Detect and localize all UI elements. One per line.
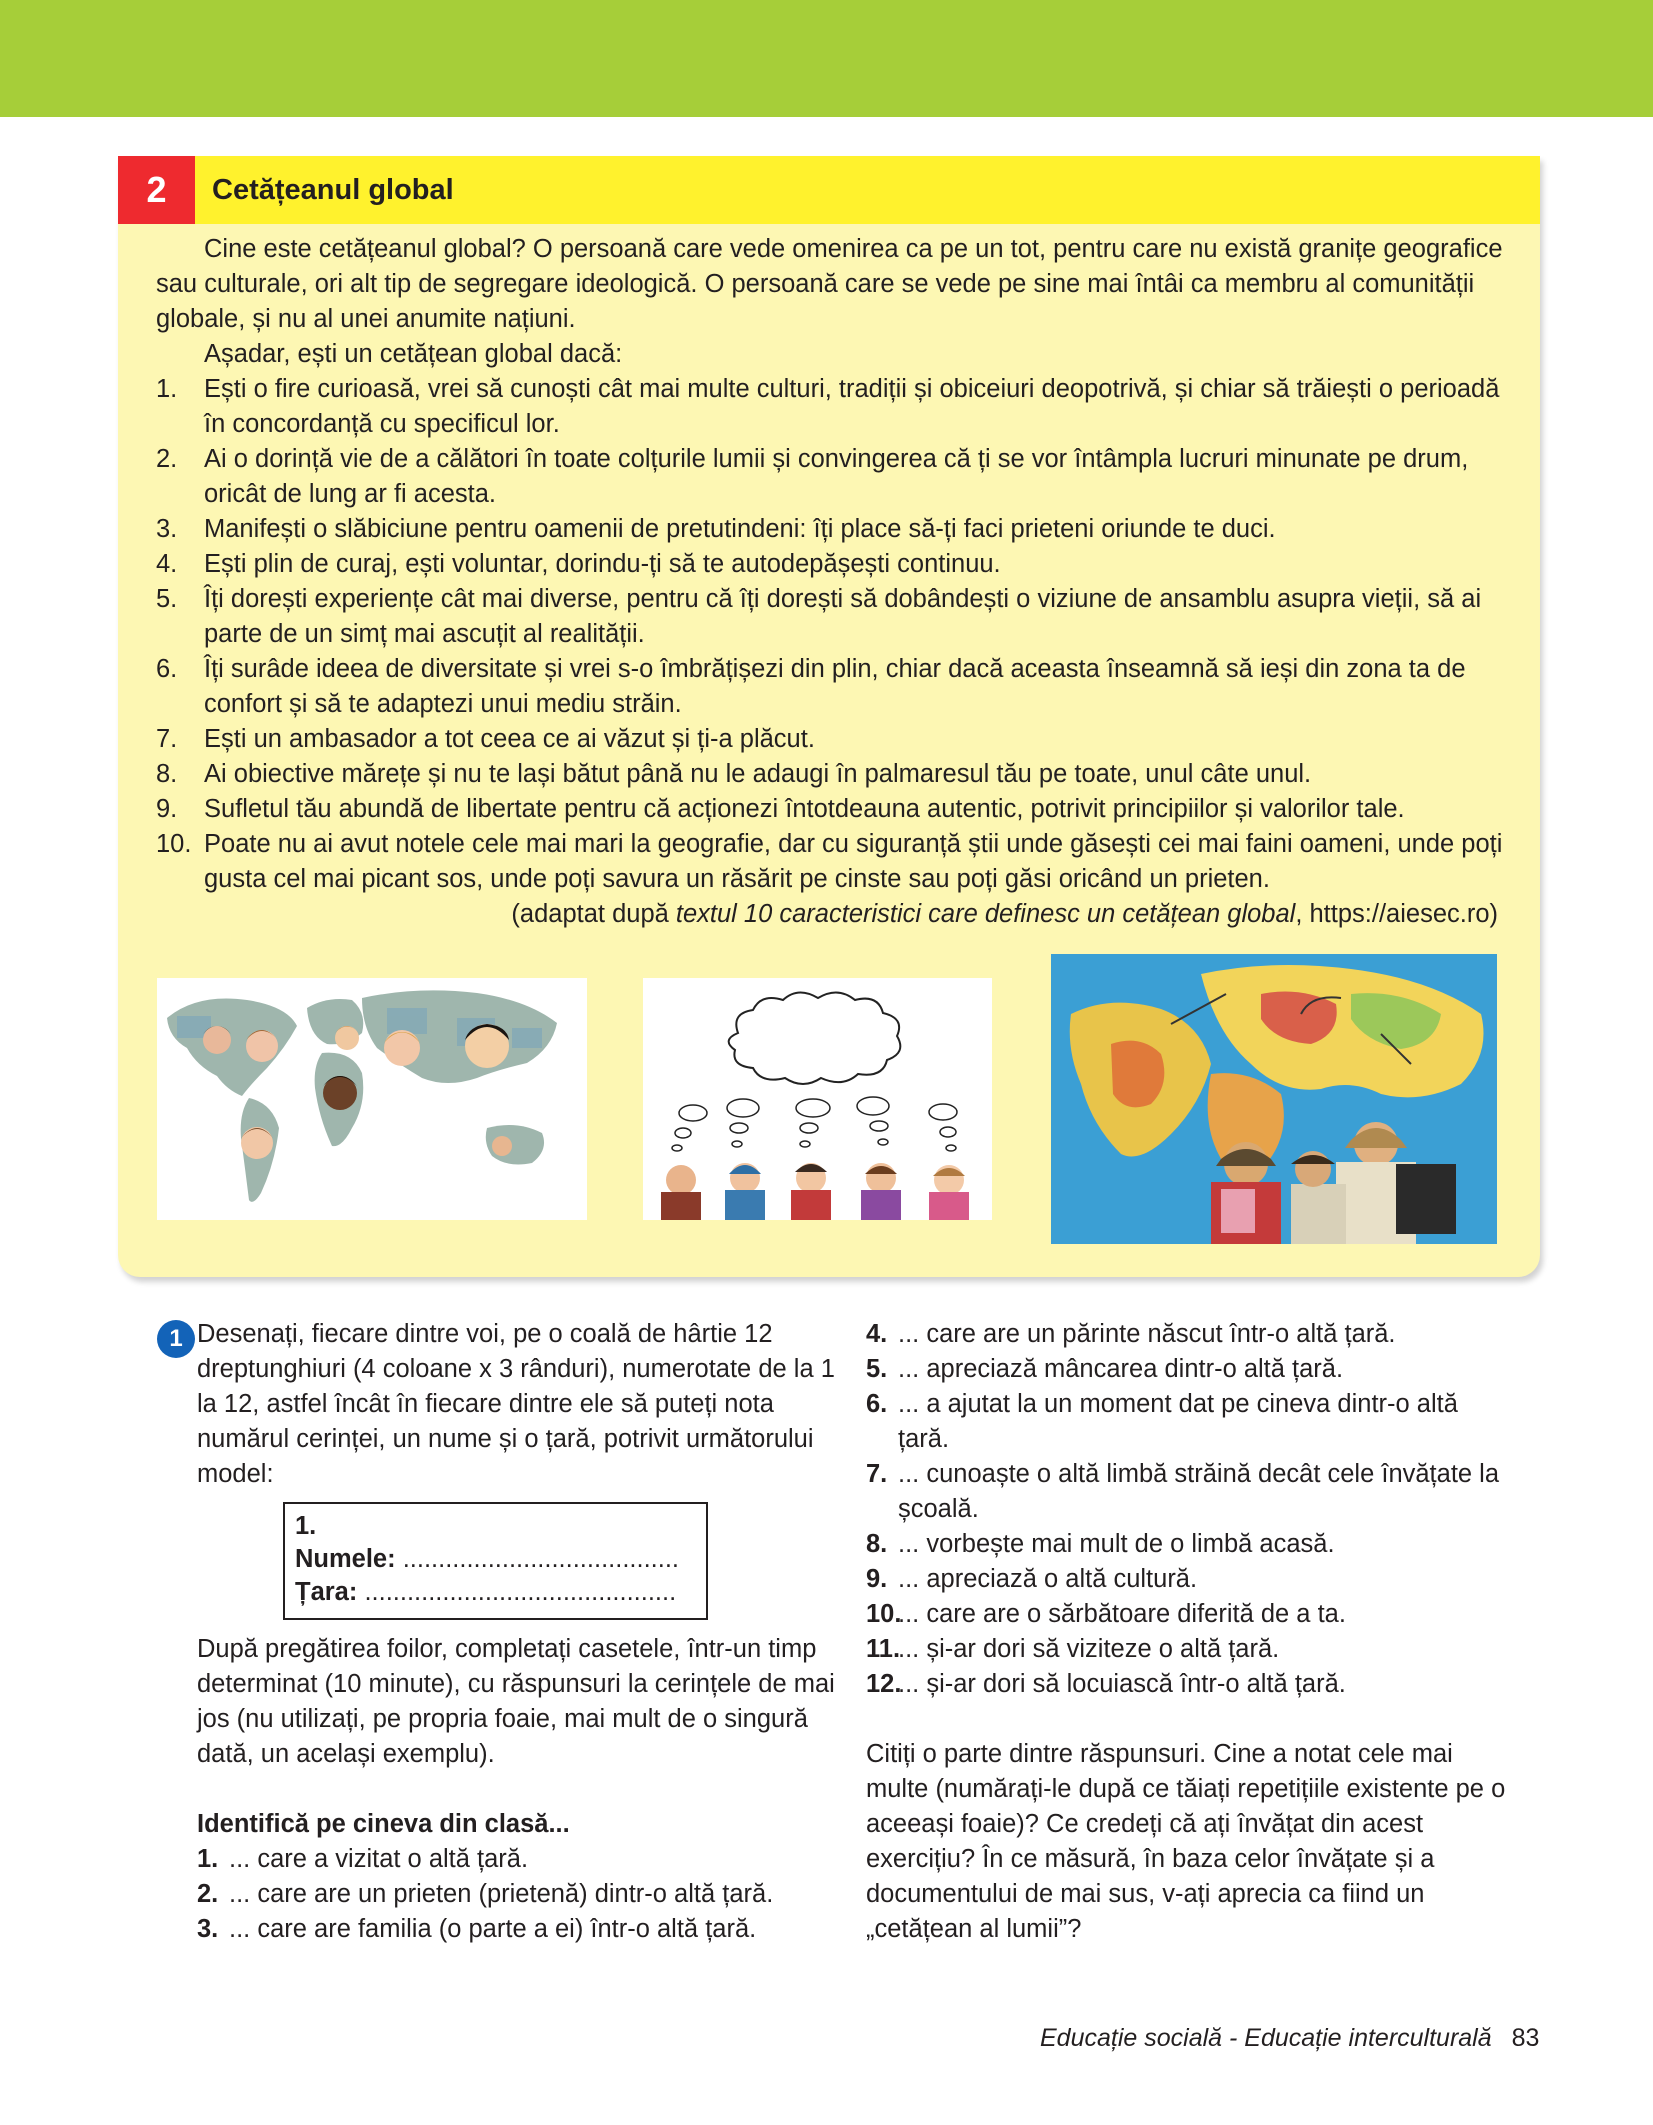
footer-subject: Educație socială - Educație interculturală [1040,2024,1492,2052]
top-color-bar [0,0,1653,117]
question-number: 8. [866,1530,888,1558]
exercise-left-column [197,1317,837,1947]
question-text: ... și-ar dori să locuiască într-o altă țară. [898,1670,1346,1698]
list-item-number: 9. [156,795,178,823]
section-intro: Cine este cetățeanul global? O persoană care vede omenirea ca pe un tot, pentru care nu există granițe geografice sau culturale, ori alt tip de segregare ideologică. O persoană care se vede pe sine mai întâi ca membru al comunității globale, și nu al unei anumite națiuni. [156,235,1503,333]
question-number: 4. [866,1320,888,1348]
question-text: ... apreciază mâncarea dintr-o altă țară. [898,1355,1344,1383]
question-item [866,1352,1506,1387]
list-item [156,792,1526,827]
question-text: ... care are un părinte născut într-o altă țară. [898,1320,1396,1348]
model-number: 1. [295,1512,317,1540]
question-text: ... care are o sărbătoare diferită de a ta. [898,1600,1346,1628]
question-item [866,1562,1506,1597]
list-item [156,827,1526,897]
list-item-number: 5. [156,585,178,613]
question-number: 9. [866,1565,888,1593]
list-item-text: Sufletul tău abundă de libertate pentru că acționezi întotdeauna autentic, potrivit principiilor și valorilor tale. [204,795,1405,823]
list-item-number: 8. [156,760,178,788]
exercise-number-badge: 1 [157,1320,195,1358]
source-prefix: (adaptat după [511,900,676,928]
children-thinking-image [643,978,992,1220]
model-country-label: Țara: [295,1578,358,1606]
section-number-badge: 2 [118,156,195,224]
question-text: ... apreciază o altă cultură. [898,1565,1198,1593]
travelers-map-image [1051,954,1497,1244]
list-item-text: Ești un ambasador a tot ceea ce ai văzut și ți-a plăcut. [204,725,815,753]
list-item-number: 4. [156,550,178,578]
question-item [197,1842,837,1877]
question-text: ... care are familia (o parte a ei) într-o altă țară. [229,1915,757,1943]
section-title: Cetățeanul global [212,174,454,206]
world-map-faces-image [157,978,587,1220]
list-item-number: 2. [156,445,178,473]
list-item-text: Poate nu ai avut notele cele mai mari la geografie, dar cu siguranță știi unde găsești cei mai faini oameni, unde poți gusta cel mai picant sos, unde poți savura un răsărit pe cinste sau poți găsi oricând un prieten. [204,830,1503,893]
list-item-text: Ai obiective mărețe și nu te lași bătut până nu le adaugi în palmaresul tău pe toate, unul câte unul. [204,760,1312,788]
question-item [866,1632,1506,1667]
page-footer [1040,2024,1539,2053]
question-text: ... care a vizitat o altă țară. [229,1845,529,1873]
question-item [197,1877,837,1912]
question-number: 3. [197,1915,219,1943]
list-item-number: 1. [156,375,178,403]
exercise-after-model: După pregătirea foilor, completați casetele, într-un timp determinat (10 minute), cu răspunsuri la cerințele de mai jos (nu utilizați, pe propria foaie, mai mult de o singură dată, un același exemplu). [197,1635,835,1768]
source-citation [156,897,1526,932]
list-item-text: Ești plin de curaj, ești voluntar, dorindu-ți să te autodepășești continuu. [204,550,1001,578]
question-number: 12. [866,1670,902,1698]
exercise-prompt: Identifică pe cineva din clasă... [197,1810,570,1838]
page-number: 83 [1511,2024,1540,2052]
characteristics-list [156,372,1526,897]
question-item [866,1667,1506,1702]
section-lead: Așadar, ești un cetățean global dacă: [204,340,623,368]
section-header [118,156,1540,224]
question-text: ... și-ar dori să viziteze o altă țară. [898,1635,1280,1663]
list-item [156,512,1526,547]
list-item [156,442,1526,512]
exercise-closing: Citiți o parte dintre răspunsuri. Cine a notat cele mai multe (numărați-le după ce tăiați repetițiile existente pe o aceeași foaie)? Ce credeți că ați învățat din acest exercițiu? În ce măsură, în baza celor învățate și a documentului de mai sus, v-ați aprecia ca fiind un „cetățean al lumii”? [866,1740,1506,1943]
question-text: ... a ajutat la un moment dat pe cineva dintr-o altă țară. [898,1390,1458,1453]
list-item [156,547,1526,582]
list-item [156,757,1526,792]
question-item [197,1912,837,1947]
list-item [156,652,1526,722]
list-item-text: Manifești o slăbiciune pentru oamenii de pretutindeni: îți place să-ți faci prieteni oriunde te duci. [204,515,1276,543]
list-item [156,372,1526,442]
question-number: 2. [197,1880,219,1908]
model-country-dots: ............................................ [357,1578,677,1606]
section-text [156,232,1526,932]
question-item [866,1457,1506,1527]
list-item-number: 6. [156,655,178,683]
list-item-number: 3. [156,515,178,543]
question-number: 11. [866,1635,901,1663]
list-item-text: Îți surâde ideea de diversitate și vrei s-o îmbrățișezi din plin, chiar dacă aceasta înseamnă să ieși din zona ta de confort și să te adaptezi unui mediu străin. [204,655,1466,718]
list-item-text: Îți dorești experiențe cât mai diverse, pentru că îți dorești să dobândești o viziune de ansamblu asupra vieții, să ai parte de un simț mai ascuțit al realității. [204,585,1482,648]
model-name-line [295,1543,696,1576]
question-number: 6. [866,1390,888,1418]
question-text: ... care are un prieten (prietenă) dintr-o altă țară. [229,1880,774,1908]
source-title: textul 10 caracteristici care definesc un cetățean global [675,900,1296,928]
question-number: 7. [866,1460,888,1488]
question-item [866,1597,1506,1632]
list-item-number: 7. [156,725,178,753]
list-item-number: 10. [156,830,192,858]
question-text: ... vorbește mai mult de o limbă acasă. [898,1530,1335,1558]
question-item [866,1387,1506,1457]
exercise-instructions: Desenați, fiecare dintre voi, pe o coală de hârtie 12 dreptunghiuri (4 coloane x 3 rânduri), numerotate de la 1 la 12, astfel încât în fiecare dintre ele să puteți nota numărul cerinței, un nume și o țară, potrivit următorului model: [197,1320,835,1488]
model-box [283,1502,708,1620]
list-item-text: Ai o dorință vie de a călători în toate colțurile lumii și convingerea că ți se vor întâmpla lucruri minunate pe drum, oricât de lung ar fi acesta. [204,445,1469,508]
question-number: 1. [197,1845,219,1873]
model-name-label: Numele: [295,1545,396,1573]
question-number: 10. [866,1600,902,1628]
model-name-dots: ....................................... [395,1545,679,1573]
question-text: ... cunoaște o altă limbă străină decât cele învățate la școală. [898,1460,1500,1523]
question-item [866,1527,1506,1562]
exercise-right-column [866,1317,1506,1947]
question-item [866,1317,1506,1352]
list-item-text: Ești o fire curioasă, vrei să cunoști cât mai multe culturi, tradiții și obiceiuri deopotrivă, și chiar să trăiești o perioadă în concordanță cu specificul lor. [204,375,1500,438]
question-number: 5. [866,1355,888,1383]
model-country-line [295,1576,696,1609]
list-item [156,582,1526,652]
list-item [156,722,1526,757]
source-suffix: , https://aiesec.ro) [1295,900,1498,928]
